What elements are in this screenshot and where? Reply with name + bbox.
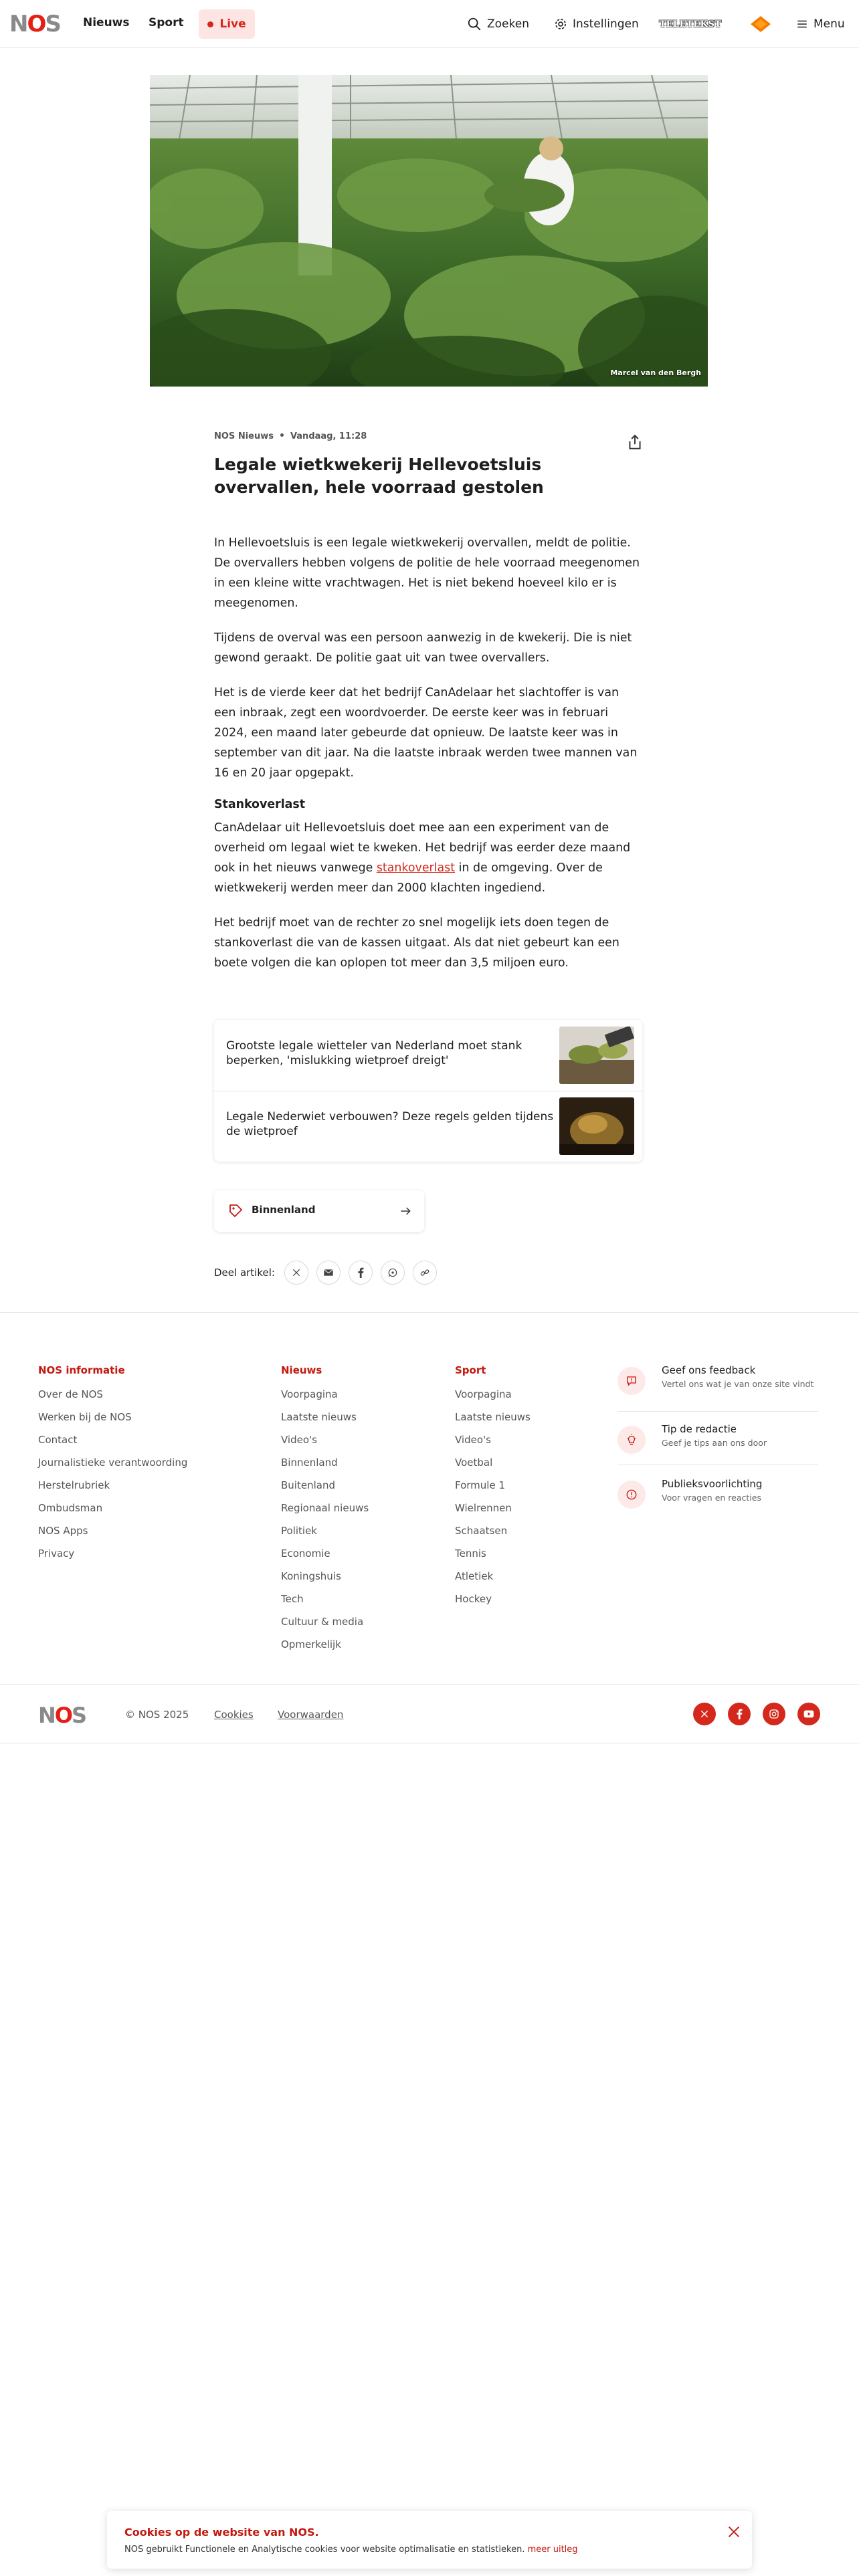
footer-link[interactable]: Schaatsen <box>455 1525 508 1537</box>
share-label: Deel artikel: <box>214 1267 275 1279</box>
footer-link[interactable]: Atletiek <box>455 1570 494 1582</box>
paragraph-text: CanAdelaar uit Hellevoetsluis doet mee aan een experiment van de overheid om legaal wiet te kweken. Het bedrijf was eerder deze maand ook in het nieuws vanwege <box>214 821 631 875</box>
footer-link[interactable]: Voorpagina <box>281 1388 338 1400</box>
photo-credit: Marcel van den Bergh <box>610 368 701 377</box>
info-icon-circle <box>617 1481 646 1509</box>
facebook-icon <box>736 1709 743 1719</box>
tip-title: Tip de redactie <box>662 1423 737 1435</box>
feedback-divider <box>617 1411 818 1412</box>
weed-plant-photo <box>559 1097 634 1155</box>
tip-subtitle: Geef je tips aan ons door <box>662 1438 767 1448</box>
greenhouse-photo <box>150 75 708 387</box>
article-paragraph: In Hellevoetsluis is een legale wietkwekerij overvallen, meldt de politie. De overvallers hebben volgens de politie de hele voorraad meegenomen in een kleine witte vrachtwagen. Het is niet bekend hoeveel kilo er is meegenomen. <box>214 536 640 610</box>
related-articles <box>214 1020 642 1162</box>
article-source: NOS Nieuws <box>214 431 274 441</box>
mail-icon <box>323 1268 334 1277</box>
cookie-banner <box>107 2511 752 2569</box>
footer-column-sport <box>455 1364 531 1614</box>
nos-logo[interactable] <box>9 13 60 35</box>
x-icon <box>292 1268 301 1277</box>
footer-link[interactable]: NOS Apps <box>38 1525 88 1537</box>
publieksvoorlichting-subtitle: Voor vragen en reacties <box>662 1493 761 1503</box>
social-x-button[interactable] <box>693 1703 716 1725</box>
footer-link[interactable]: Formule 1 <box>455 1479 505 1491</box>
weed-jars-photo <box>559 1027 634 1084</box>
social-facebook-button[interactable] <box>728 1703 751 1725</box>
footer-link[interactable]: Ombudsman <box>38 1502 103 1514</box>
share-copy-link-button[interactable] <box>413 1261 437 1285</box>
footer-column-title: Nieuws <box>281 1364 322 1376</box>
paragraph-text: in de omgeving. Over de wietkwekerij werden meer dan 2000 klachten ingediend. <box>214 861 603 895</box>
related-article-title: Legale Nederwiet verbouwen? Deze regels gelden tijdens de wietproef <box>226 1110 554 1138</box>
youtube-icon <box>803 1710 814 1718</box>
feedback-icon-circle <box>617 1367 646 1395</box>
settings-label: Instellingen <box>573 17 639 31</box>
topic-binnenland-link[interactable] <box>214 1190 424 1232</box>
footer-link-list <box>281 1387 369 1660</box>
live-label: Live <box>219 17 246 31</box>
share-facebook-button[interactable] <box>349 1261 373 1285</box>
tag-icon <box>227 1202 244 1218</box>
related-article-card[interactable] <box>214 1091 642 1162</box>
settings-button[interactable] <box>554 13 639 35</box>
related-article-thumbnail <box>559 1027 634 1084</box>
social-youtube-button[interactable] <box>797 1703 820 1725</box>
hamburger-icon <box>796 18 808 30</box>
share-x-button[interactable] <box>284 1261 308 1285</box>
arrow-right-icon <box>399 1204 412 1218</box>
article-paragraph: Het bedrijf moet van de rechter zo snel mogelijk iets doen tegen de stankoverlast die van de kassen uitgaat. Als dat niet gebeurt kan een boete volgen die kan oplopen tot meer dan 3,5 miljoen euro. <box>214 916 619 970</box>
live-dot-icon <box>207 21 213 27</box>
share-email-button[interactable] <box>316 1261 341 1285</box>
footer-link[interactable]: Wielrennen <box>455 1502 512 1514</box>
footer-link[interactable]: Regionaal nieuws <box>281 1502 369 1514</box>
x-icon <box>700 1709 709 1719</box>
footer-link[interactable]: Journalistieke verantwoording <box>38 1457 188 1469</box>
article-subheading: Stankoverlast <box>214 798 306 811</box>
cookie-text <box>124 2545 578 2555</box>
footer-link-list <box>455 1387 531 1614</box>
footer-link[interactable]: Privacy <box>38 1547 75 1560</box>
article-paragraph: Tijdens de overval was een persoon aanwezig in de kwekerij. Die is niet gewond geraakt. De politie gaat uit van twee overvallers. <box>214 631 632 665</box>
facebook-icon <box>357 1267 365 1278</box>
npo-logo-icon[interactable] <box>748 14 773 34</box>
footer-divider <box>0 1684 859 1685</box>
article-paragraph: Het is de vierde keer dat het bedrijf CanAdelaar het slachtoffer is van een inbraak, zegt een woordvoerder. De eerste keer was in februari 2024, een maand later gebeurde dat opnieuw. De laatste keer was in september van dit jaar. Na die laatste inbraak werden twee mannen van 16 en 20 jaar opgepakt. <box>214 686 638 780</box>
cookie-more-info-link[interactable]: meer uitleg <box>527 2545 578 2555</box>
footer-link[interactable]: Tech <box>281 1593 304 1605</box>
footer-link[interactable]: Economie <box>281 1547 330 1560</box>
gear-icon <box>554 17 567 31</box>
footer-link[interactable]: Laatste nieuws <box>455 1411 531 1423</box>
article <box>214 428 642 973</box>
nav-sport[interactable]: Sport <box>149 16 184 29</box>
cookie-description: NOS gebruikt Functionele en Analytische cookies voor website optimalisatie en statistieken. <box>124 2545 525 2555</box>
footer-link[interactable]: Video's <box>281 1434 317 1446</box>
footer-link[interactable]: Voetbal <box>455 1457 493 1469</box>
footer-link[interactable]: Werken bij de NOS <box>38 1411 132 1423</box>
footer-column-nos-informatie <box>38 1364 187 1569</box>
footer-link[interactable]: Tennis <box>455 1547 486 1560</box>
close-icon[interactable] <box>727 2525 741 2539</box>
publieksvoorlichting-title: Publieksvoorlichting <box>662 1478 763 1490</box>
cookies-link[interactable]: Cookies <box>214 1709 254 1721</box>
cookie-title: Cookies op de website van NOS. <box>124 2526 319 2539</box>
footer-link-list <box>38 1387 187 1569</box>
tip-redactie-link[interactable] <box>617 1419 818 1461</box>
info-icon <box>626 1489 638 1501</box>
copyright-text: © NOS 2025 <box>125 1709 189 1721</box>
feedback-title: Geef ons feedback <box>662 1364 756 1376</box>
share-row <box>214 1261 445 1285</box>
footer-column-nieuws <box>281 1364 369 1660</box>
article-meta <box>214 428 642 444</box>
voorwaarden-link[interactable]: Voorwaarden <box>278 1709 344 1721</box>
footer-link[interactable]: Laatste nieuws <box>281 1411 357 1423</box>
share-icon[interactable] <box>626 433 644 451</box>
social-instagram-button[interactable] <box>763 1703 785 1725</box>
footer-link[interactable]: Koningshuis <box>281 1570 341 1582</box>
article-time: Vandaag, 11:28 <box>290 431 367 441</box>
menu-label: Menu <box>814 17 845 31</box>
topic-label: Binnenland <box>252 1204 316 1216</box>
footer-link[interactable]: Voorpagina <box>455 1388 512 1400</box>
footer-column-title: NOS informatie <box>38 1364 125 1376</box>
nav-nieuws[interactable]: Nieuws <box>83 16 130 29</box>
feedback-link[interactable] <box>617 1360 818 1402</box>
footer-column-title: Sport <box>455 1364 486 1376</box>
article-title: Legale wietkwekerij Hellevoetsluis overvallen, hele voorraad gestolen <box>214 455 544 497</box>
footer-divider <box>0 1312 859 1313</box>
meta-separator: • <box>278 431 285 441</box>
tip-icon-circle <box>617 1426 646 1454</box>
stankoverlast-link[interactable]: stankoverlast <box>376 861 456 875</box>
footer-link[interactable]: Over de NOS <box>38 1388 103 1400</box>
footer-link[interactable]: Herstelrubriek <box>38 1479 110 1491</box>
related-article-card[interactable] <box>214 1020 642 1091</box>
feedback-subtitle: Vertel ons wat je van onze site vindt <box>662 1379 814 1389</box>
article-paragraph <box>214 818 642 898</box>
live-button[interactable] <box>199 9 255 39</box>
related-article-thumbnail <box>559 1097 634 1155</box>
logo-text: NOS <box>9 11 60 37</box>
search-icon <box>467 17 482 31</box>
footer-link[interactable]: Binnenland <box>281 1457 338 1469</box>
search-label: Zoeken <box>487 17 529 31</box>
teletekst-link[interactable]: TELETEKST <box>659 19 722 29</box>
site-header <box>0 0 859 48</box>
menu-button[interactable] <box>796 13 845 35</box>
whatsapp-icon <box>387 1267 398 1278</box>
footer-link[interactable]: Cultuur & media <box>281 1616 364 1628</box>
related-article-title: Grootste legale wietteler van Nederland moet stank beperken, 'mislukking wietproef dreigt' <box>226 1039 522 1067</box>
footer-link[interactable]: Buitenland <box>281 1479 335 1491</box>
footer-link[interactable]: Video's <box>455 1434 491 1446</box>
search-button[interactable] <box>467 13 529 35</box>
publieksvoorlichting-link[interactable] <box>617 1474 818 1515</box>
lightbulb-icon <box>626 1434 638 1446</box>
footer-link[interactable]: Hockey <box>455 1593 492 1605</box>
footer-nos-logo[interactable]: NOS <box>38 1703 86 1728</box>
footer-link[interactable]: Politiek <box>281 1525 317 1537</box>
instagram-icon <box>769 1709 779 1719</box>
share-whatsapp-button[interactable] <box>381 1261 405 1285</box>
link-icon <box>419 1267 430 1278</box>
footer-link[interactable]: Contact <box>38 1434 78 1446</box>
chat-exclamation-icon <box>626 1375 638 1387</box>
hero-image <box>150 75 708 387</box>
footer-link[interactable]: Opmerkelijk <box>281 1638 341 1650</box>
